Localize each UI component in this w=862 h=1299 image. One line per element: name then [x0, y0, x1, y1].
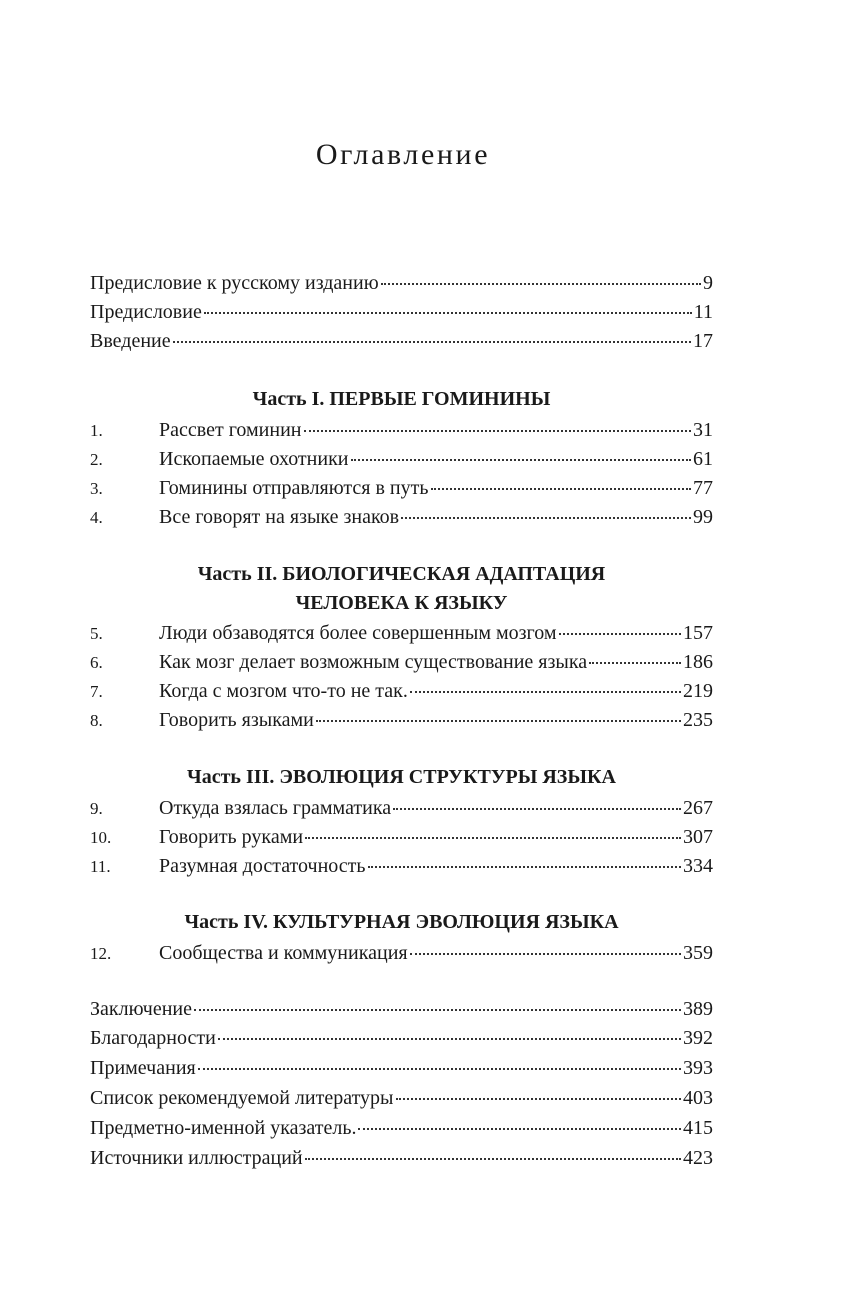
chapter-page: 186: [683, 651, 713, 673]
leader-dots: [396, 1098, 682, 1100]
entry-label: Предисловие: [90, 301, 202, 323]
leader-dots: [173, 341, 691, 343]
entry-page: 423: [683, 1147, 713, 1169]
chapter-entry[interactable]: [90, 822, 713, 852]
entry-page: 11: [693, 301, 713, 323]
chapter-number: 2.: [90, 450, 103, 469]
entry-label: Примечания: [90, 1057, 196, 1079]
chapter-title: Откуда взялась грамматика: [159, 797, 392, 819]
leader-dots: [401, 517, 691, 519]
entry-page: 392: [683, 1027, 713, 1049]
entry-label: Заключение: [90, 998, 192, 1020]
toc-entry[interactable]: [90, 268, 713, 298]
entry-label: Источники иллюстраций: [90, 1147, 303, 1169]
toc-entry[interactable]: [90, 297, 713, 327]
chapter-entry[interactable]: [90, 793, 713, 823]
entry-page: 389: [683, 998, 713, 1020]
entry-label: Список рекомендуемой литературы: [90, 1087, 394, 1109]
entry-page: 393: [683, 1057, 713, 1079]
chapter-title: Разумная достаточность: [159, 855, 366, 877]
chapter-title: Когда с мозгом что-то не так.: [159, 680, 408, 702]
chapter-entry[interactable]: [90, 705, 713, 735]
leader-dots: [204, 312, 692, 314]
chapter-title: Сообщества и коммуникация: [159, 942, 408, 964]
chapter-title: Все говорят на языке знаков: [159, 506, 400, 528]
part-heading-line2: ЧЕЛОВЕКА К ЯЗЫКУ: [295, 592, 508, 614]
chapter-page: 359: [683, 942, 713, 964]
chapter-page: 77: [693, 477, 713, 499]
toc-entry[interactable]: [90, 1053, 713, 1083]
part-heading: Часть II. БИОЛОГИЧЕСКАЯ АДАПТАЦИЯ: [197, 563, 606, 585]
toc-entry[interactable]: [90, 1023, 713, 1053]
chapter-page: 157: [683, 622, 713, 644]
part-heading: Часть I. ПЕРВЫЕ ГОМИНИНЫ: [252, 388, 551, 410]
entry-page: 9: [703, 272, 713, 294]
chapter-number: 12.: [90, 944, 112, 963]
chapter-number: 5.: [90, 624, 103, 643]
chapter-title: Люди обзаводятся более совершенным мозгом: [159, 622, 557, 644]
leader-dots: [381, 283, 701, 285]
chapter-number: 10.: [90, 828, 112, 847]
part-heading: Часть III. ЭВОЛЮЦИЯ СТРУКТУРЫ ЯЗЫКА: [187, 766, 616, 788]
chapter-page: 267: [683, 797, 713, 819]
leader-dots: [431, 488, 692, 490]
leader-dots: [351, 459, 692, 461]
chapter-page: 31: [693, 419, 713, 441]
chapter-entry[interactable]: [90, 473, 713, 503]
chapter-entry[interactable]: [90, 618, 713, 648]
entry-label: Предметно-именной указатель.: [90, 1117, 357, 1139]
chapter-page: 219: [683, 680, 713, 702]
leader-dots: [316, 720, 681, 722]
leader-dots: [393, 808, 681, 810]
chapter-entry[interactable]: [90, 647, 713, 677]
entry-page: 415: [683, 1117, 713, 1139]
leader-dots: [410, 953, 681, 955]
chapter-entry[interactable]: [90, 415, 713, 445]
chapter-title: Рассвет гоминин: [159, 419, 302, 441]
part-heading: Часть IV. КУЛЬТУРНАЯ ЭВОЛЮЦИЯ ЯЗЫКА: [184, 911, 619, 933]
chapter-page: 61: [693, 448, 713, 470]
chapter-title: Говорить руками: [159, 826, 304, 848]
leader-dots: [368, 866, 681, 868]
entry-page: 403: [683, 1087, 713, 1109]
chapter-entry[interactable]: [90, 676, 713, 706]
chapter-title: Как мозг делает возможным существование языка: [159, 651, 588, 673]
chapter-number: 4.: [90, 508, 103, 527]
chapter-number: 6.: [90, 653, 103, 672]
chapter-page: 334: [683, 855, 713, 877]
chapter-page: 307: [683, 826, 713, 848]
leader-dots: [559, 633, 681, 635]
chapter-entry[interactable]: [90, 851, 713, 881]
toc-entry[interactable]: [90, 1113, 713, 1143]
chapter-number: 11.: [90, 857, 111, 876]
chapter-title: Говорить языками: [159, 709, 314, 731]
toc-entry[interactable]: [90, 1083, 713, 1113]
toc-entry[interactable]: [90, 326, 713, 356]
chapter-page: 235: [683, 709, 713, 731]
entry-label: Предисловие к русскому изданию: [90, 272, 379, 294]
leader-dots: [358, 1128, 681, 1130]
chapter-title: Гоминины отправляются в путь: [159, 477, 429, 499]
chapter-number: 1.: [90, 421, 103, 440]
toc-entry[interactable]: [90, 994, 713, 1024]
leader-dots: [305, 837, 681, 839]
leader-dots: [410, 691, 681, 693]
chapter-page: 99: [693, 506, 713, 528]
chapter-title: Ископаемые охотники: [159, 448, 349, 470]
chapter-number: 3.: [90, 479, 103, 498]
leader-dots: [194, 1009, 681, 1011]
page-title: Оглавление: [315, 138, 491, 171]
chapter-number: 8.: [90, 711, 103, 730]
entry-page: 17: [693, 330, 713, 352]
chapter-entry[interactable]: [90, 502, 713, 532]
leader-dots: [305, 1158, 681, 1160]
leader-dots: [304, 430, 692, 432]
entry-label: Благодарности: [90, 1027, 216, 1049]
chapter-number: 9.: [90, 799, 103, 818]
leader-dots: [198, 1068, 681, 1070]
chapter-entry[interactable]: [90, 444, 713, 474]
entry-label: Введение: [90, 330, 171, 352]
chapter-entry[interactable]: [90, 938, 713, 968]
leader-dots: [589, 662, 681, 664]
leader-dots: [218, 1038, 681, 1040]
toc-entry[interactable]: [90, 1143, 713, 1173]
chapter-number: 7.: [90, 682, 103, 701]
